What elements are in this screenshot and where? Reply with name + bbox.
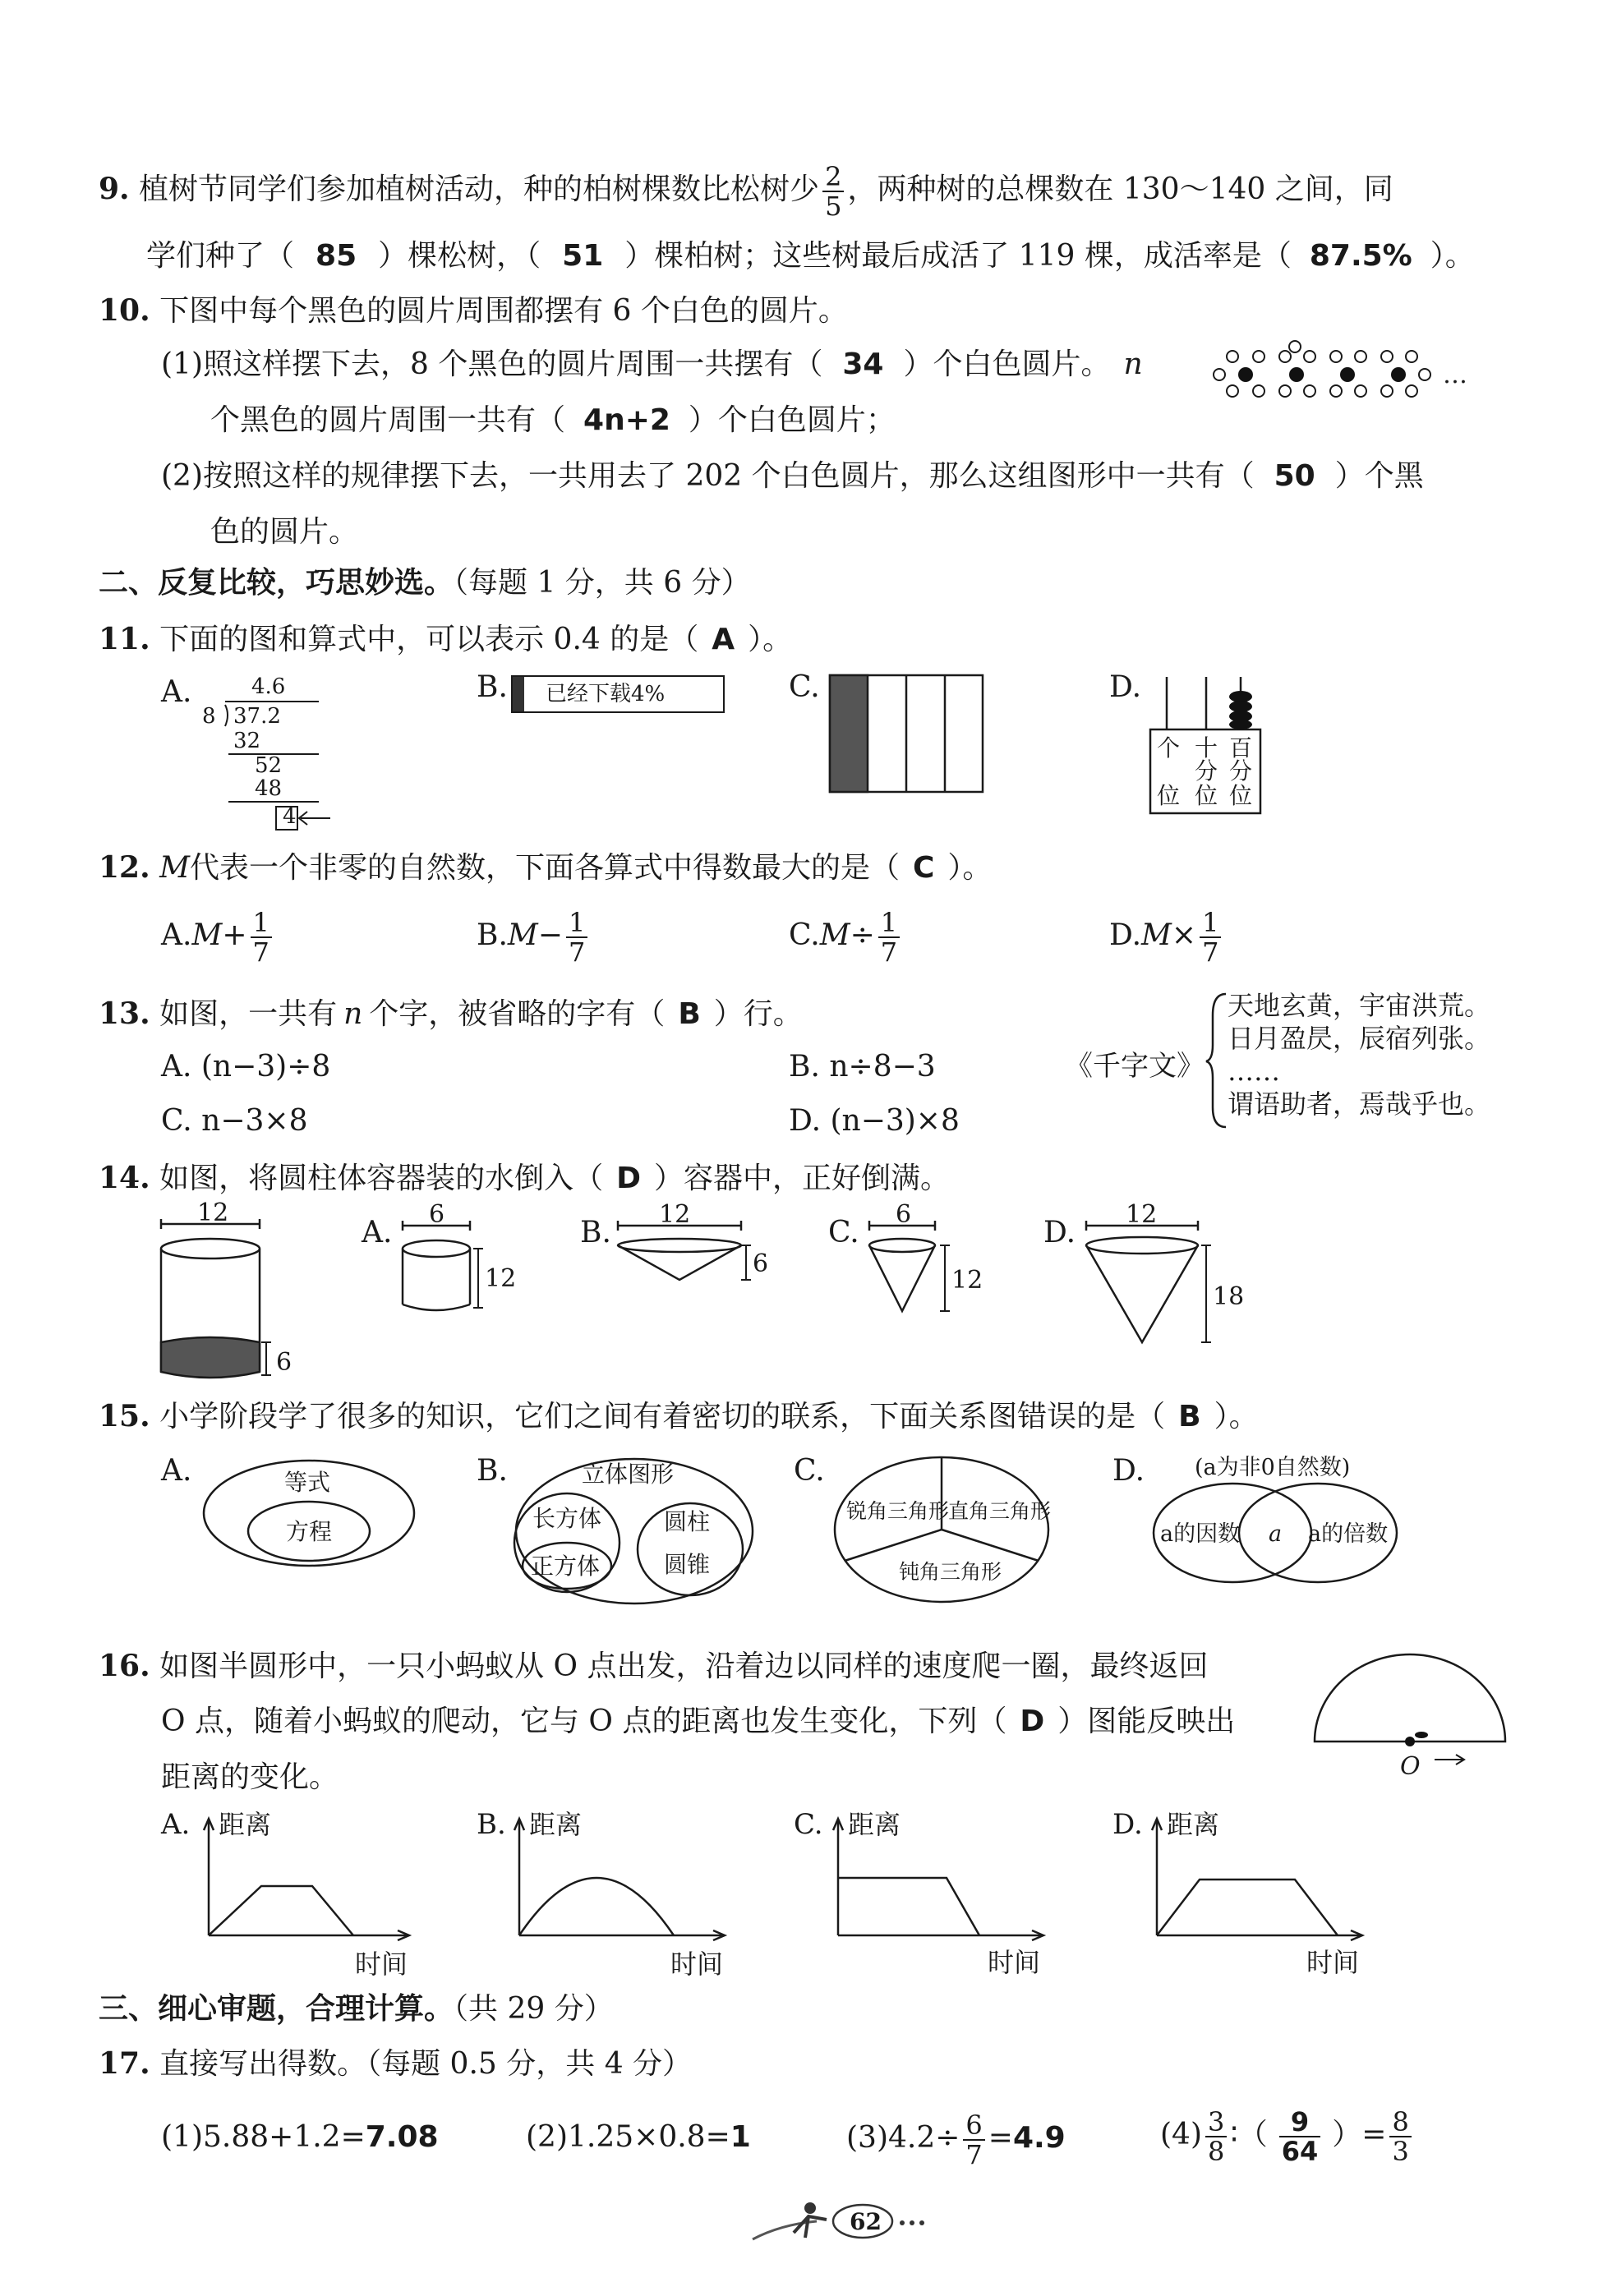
set-note: (a为非0自然数) <box>1195 1455 1351 1480</box>
set-label: 长方体 <box>532 1505 602 1532</box>
q12-option-d <box>1109 909 1224 966</box>
option-label: C. <box>794 1808 823 1841</box>
q10-text: ）个白色圆片。 <box>903 347 1111 381</box>
y-axis-label: 距离 <box>529 1809 583 1840</box>
option-label: D. <box>1109 918 1142 952</box>
expression: (3)4.2÷ <box>846 2121 960 2155</box>
abacus-tenths-label: 分 <box>1195 757 1218 785</box>
abacus-tenths-label: 十 <box>1195 734 1218 761</box>
main-cylinder <box>156 1199 293 1392</box>
question-number: 12. <box>99 850 150 885</box>
variable-m: M <box>159 851 190 885</box>
x-axis-label: 时间 <box>670 1949 724 1980</box>
q9-text: 学们种了（ <box>146 239 295 273</box>
q16-line3 <box>161 1760 339 1796</box>
option-label: D. <box>1109 670 1142 704</box>
option-label: B. <box>477 1808 506 1841</box>
venn-a <box>200 1456 422 1571</box>
q15-text: ）。 <box>1214 1400 1259 1433</box>
frac-den: 7 <box>880 936 898 968</box>
point-o-label: O <box>1400 1752 1421 1781</box>
option-label: C. <box>794 1454 825 1488</box>
point-o <box>1405 1737 1415 1746</box>
option-label: C. <box>789 670 820 704</box>
option-label: C. <box>828 1216 859 1249</box>
dim-label: 6 <box>753 1249 769 1278</box>
runner-body-icon <box>794 2216 827 2238</box>
frac-den: 64 <box>1281 2136 1319 2167</box>
graph-d <box>1112 1804 1375 1985</box>
q13-stem <box>99 996 803 1033</box>
div-step: 32 <box>233 729 261 753</box>
q9-line1 <box>99 163 1393 220</box>
q9-text: ）棵柏树；这些树最后成活了 119 棵，成活率是（ <box>624 239 1292 273</box>
variable-m: M <box>1141 918 1172 952</box>
q11-text: 下面的图和算式中，可以表示 0.4 的是（ <box>159 623 699 656</box>
expression: ）= <box>1332 2118 1387 2151</box>
dim-label: 6 <box>896 1200 912 1229</box>
expression: (4) <box>1160 2118 1202 2151</box>
option-label: D. <box>1043 1216 1076 1249</box>
set-label: 等式 <box>284 1469 331 1496</box>
answer-fraction <box>1279 2108 1321 2165</box>
q10-text: 下图中每个黑色的圆片周围都摆有 6 个白色的圆片。 <box>159 294 848 328</box>
q16-text: 如图半圆形中，一只小蚂蚁从 O 点出发，沿着边以同样的速度爬一圈，最终返回 <box>159 1650 1209 1683</box>
question-number: 14. <box>99 1161 150 1195</box>
frac-den: 5 <box>825 191 842 222</box>
fraction <box>1200 909 1221 966</box>
dim-label: 12 <box>659 1200 691 1229</box>
expression: = <box>988 2121 1013 2155</box>
variable-n: n <box>343 997 363 1031</box>
graph-c <box>794 1804 1057 1985</box>
div-divisor: 8 <box>202 704 216 729</box>
answer: 4.9 <box>1012 2121 1066 2155</box>
answer: 50 <box>1274 459 1315 493</box>
fraction <box>1205 2108 1227 2165</box>
variable-m: M <box>819 918 850 952</box>
graph-a <box>161 1804 424 1985</box>
q10-text: 个黑色的圆片周围一共有（ <box>210 403 566 437</box>
abacus-ones-label: 个 <box>1157 734 1181 761</box>
answer: 7.08 <box>365 2120 439 2154</box>
poem-line: 天地玄黄，宇宙洪荒。 <box>1228 990 1491 1021</box>
frac-num: 2 <box>822 163 844 192</box>
progress-fill <box>513 677 524 711</box>
poem-line: 日月盈昃，辰宿列张。 <box>1228 1023 1491 1054</box>
q14-stem <box>99 1160 950 1197</box>
option-d-cone <box>1083 1200 1247 1360</box>
option-label: A. <box>362 1216 393 1249</box>
frac-num: 8 <box>1389 2108 1411 2137</box>
dim-label: 12 <box>951 1266 983 1295</box>
book-title: 《千字文》 <box>1065 1050 1205 1083</box>
frac-num: 3 <box>1205 2108 1227 2137</box>
option-label: A. <box>161 675 192 709</box>
q10-p2 <box>161 458 1424 495</box>
answer: B <box>678 997 701 1031</box>
q17-score: （每题 0.5 分，共 4 分） <box>366 2047 693 2081</box>
q13-option-d: D. (n−3)×8 <box>789 1104 960 1138</box>
q11-stem <box>99 621 792 658</box>
q10-text: 色的圆片。 <box>210 515 359 549</box>
page-footer <box>748 2192 945 2257</box>
dim-label: 12 <box>197 1199 229 1227</box>
venn-b <box>511 1452 774 1608</box>
div-step: 48 <box>255 776 283 801</box>
q16-text: 距离的变化。 <box>161 1760 339 1794</box>
section-score: （每题 1 分，共 6 分） <box>454 566 751 600</box>
abacus-hundredths-label: 百 <box>1229 734 1253 761</box>
frac-num: 1 <box>1200 909 1221 938</box>
q9-text: ）。 <box>1430 239 1475 273</box>
frac-num: 9 <box>1279 2108 1321 2137</box>
section-2-heading <box>99 565 751 601</box>
q10-text: (2)按照这样的规律摆下去，一共用去了 202 个白色圆片，那么这组图形中一共有（ <box>161 459 1255 493</box>
abacus-hundredths-label: 分 <box>1229 757 1253 785</box>
y-axis-label: 距离 <box>1167 1809 1220 1840</box>
frac-num: 1 <box>878 909 900 938</box>
section-score: （共 29 分） <box>454 1992 614 2026</box>
fraction <box>963 2111 984 2169</box>
question-number: 11. <box>99 622 150 656</box>
expression: (1)5.88+1.2= <box>161 2120 366 2154</box>
variable-n: n <box>1123 347 1143 381</box>
option-c-cone <box>864 1200 996 1336</box>
fraction <box>251 909 272 966</box>
q9-line2 <box>146 238 1475 274</box>
answer: 34 <box>842 347 884 381</box>
option-label: C. <box>789 918 820 952</box>
q17-text: 直接写出得数。 <box>159 2047 367 2081</box>
frac-num: 6 <box>963 2111 984 2141</box>
variable-m: M <box>191 918 223 952</box>
q10-stem <box>99 292 848 329</box>
poem-line: …… <box>1228 1056 1280 1087</box>
option-a-cylinder <box>399 1200 531 1327</box>
set-label: a的倍数 <box>1308 1521 1389 1547</box>
dim-label: 12 <box>1126 1200 1158 1229</box>
answer: 51 <box>562 239 604 273</box>
frac-num: 1 <box>566 909 587 938</box>
ant-icon <box>1415 1732 1428 1738</box>
q12-option-c <box>789 909 903 966</box>
frac-den: 8 <box>1208 2136 1225 2167</box>
div-dividend: 37.2 <box>233 704 281 729</box>
div-quotient: 4.6 <box>251 674 286 699</box>
q13-text: ）行。 <box>713 997 803 1031</box>
answer: 87.5% <box>1309 239 1412 273</box>
option-label: B. <box>477 918 508 952</box>
question-number: 13. <box>99 996 150 1031</box>
frac-den: 7 <box>252 936 269 968</box>
q17-item-1 <box>161 2119 439 2156</box>
abacus-hundredths-label: 位 <box>1229 782 1253 809</box>
y-axis-label: 距离 <box>848 1809 901 1840</box>
dim-label: 6 <box>276 1348 293 1377</box>
operator: ÷ <box>850 918 875 952</box>
fraction <box>878 909 900 966</box>
q16-line2 <box>161 1704 1235 1740</box>
set-label: 正方体 <box>531 1553 601 1580</box>
dim-label: 18 <box>1213 1282 1245 1311</box>
q12-option-b <box>477 909 591 966</box>
q15-text: 小学阶段学了很多的知识，它们之间有着密切的联系，下面关系图错误的是（ <box>159 1400 1166 1433</box>
frac-den: 7 <box>1202 936 1219 968</box>
question-number: 16. <box>99 1649 150 1683</box>
q13-option-a: A. (n−3)÷8 <box>161 1050 331 1084</box>
q10-p1-cont <box>210 403 896 439</box>
section-title: 三、细心审题，合理计算。 <box>99 1992 454 2026</box>
option-label: D. <box>1112 1454 1145 1488</box>
q13-option-c: C. n−3×8 <box>161 1104 308 1138</box>
frac-num: 1 <box>251 909 272 938</box>
runner-head-icon <box>804 2202 816 2214</box>
q12-text: 代表一个非零的自然数，下面各算式中得数最大的是（ <box>189 851 900 885</box>
q10-text: ）个黑 <box>1334 459 1424 493</box>
expression: (2)1.25×0.8= <box>526 2120 730 2154</box>
circle-pattern <box>1219 340 1466 422</box>
q16-text: O 点，随着小蚂蚁的爬动，它与 O 点的距离也发生变化，下列（ <box>161 1705 1007 1738</box>
section-title: 二、反复比较，巧思妙选。 <box>99 566 454 600</box>
q9-text: 植树节同学们参加植树活动，种的柏树棵数比松树少 <box>139 173 820 206</box>
x-axis-label: 时间 <box>1306 1947 1360 1978</box>
option-label: A. <box>161 1454 192 1488</box>
q11-text: ）。 <box>748 623 793 656</box>
div-step: 52 <box>255 753 283 778</box>
expression: ∶（ <box>1230 2118 1268 2151</box>
option-label: A. <box>161 918 192 952</box>
q13-text: 个字，被省略的字有（ <box>369 997 666 1031</box>
q16-line1 <box>99 1648 1209 1685</box>
fraction-rectangle <box>830 675 986 795</box>
q17-item-4 <box>1160 2108 1415 2165</box>
q12-option-a <box>161 909 275 966</box>
q9-text: ）棵松树，（ <box>378 239 541 273</box>
abacus-tenths-label: 位 <box>1195 782 1218 809</box>
option-label: B. <box>477 670 508 704</box>
q15-stem <box>99 1398 1259 1435</box>
x-axis-label: 时间 <box>355 1949 408 1980</box>
fraction <box>566 909 587 966</box>
q9-text: ，两种树的总棵数在 130～140 之间，同 <box>847 173 1393 206</box>
semicircle-figure <box>1311 1651 1509 1783</box>
answer: D <box>616 1162 641 1195</box>
dim-label: 6 <box>429 1200 445 1229</box>
x-axis-label: 时间 <box>988 1947 1041 1978</box>
frac-den: 7 <box>568 936 586 968</box>
abacus-ones-label: 位 <box>1157 782 1181 809</box>
section-3-heading <box>99 1991 614 2027</box>
pie-c <box>831 1452 1053 1608</box>
div-remainder: 4 <box>283 804 297 829</box>
question-number: 10. <box>99 293 150 328</box>
fraction <box>1389 2108 1411 2165</box>
brace <box>1205 991 1229 1130</box>
set-label: 圆锥 <box>664 1551 711 1578</box>
graph-b <box>477 1804 739 1985</box>
page-number: 62 <box>850 2208 882 2235</box>
answer: D <box>1020 1705 1045 1738</box>
set-label: 方程 <box>286 1518 333 1545</box>
q17-item-2 <box>526 2119 751 2156</box>
q14-text: 如图，将圆柱体容器装的水倒入（ <box>159 1162 604 1195</box>
operator: × <box>1171 918 1197 952</box>
q10-p2-cont <box>210 514 358 550</box>
q16-text: ）图能反映出 <box>1057 1705 1236 1738</box>
sector-label: 直角三角形 <box>948 1499 1052 1523</box>
venn-d <box>1150 1479 1413 1594</box>
variable-m: M <box>507 918 538 952</box>
frac-den: 3 <box>1392 2136 1409 2167</box>
poem-line: 谓语助者，焉哉乎也。 <box>1228 1088 1491 1120</box>
answer: A <box>712 623 735 656</box>
answer: 4n+2 <box>583 403 670 437</box>
q17-stem <box>99 2045 692 2082</box>
set-label: a的因数 <box>1160 1521 1241 1547</box>
set-label: a <box>1269 1521 1283 1547</box>
set-label: 圆柱 <box>664 1508 711 1535</box>
q14-text: ）容器中，正好倒满。 <box>654 1162 951 1195</box>
y-axis-label: 距离 <box>219 1809 272 1840</box>
option-label: A. <box>161 1808 191 1841</box>
q10-p1 <box>161 347 1143 383</box>
question-number: 17. <box>99 2046 150 2081</box>
long-division-figure <box>197 672 345 836</box>
operator: + <box>222 918 247 952</box>
dim-label: 12 <box>485 1264 517 1293</box>
question-number: 15. <box>99 1399 150 1433</box>
option-label: D. <box>1112 1808 1143 1841</box>
q12-text: ）。 <box>947 851 993 885</box>
answer: 85 <box>316 239 357 273</box>
q10-text: ）个白色圆片； <box>688 403 896 437</box>
abacus-figure <box>1150 672 1265 820</box>
frac-den: 7 <box>965 2139 983 2170</box>
option-label: B. <box>477 1454 508 1488</box>
q10-text: (1)照这样摆下去，8 个黑色的圆片周围一共摆有（ <box>161 347 823 381</box>
operator: − <box>537 918 563 952</box>
question-number: 9. <box>99 172 130 206</box>
download-progress-bar <box>511 675 725 713</box>
q13-text: 如图，一共有 <box>159 997 338 1031</box>
answer: B <box>1178 1400 1201 1433</box>
option-label: B. <box>580 1216 611 1249</box>
sector-label: 锐角三角形 <box>846 1499 950 1523</box>
ellipsis: … <box>1443 361 1467 389</box>
sector-label: 钝角三角形 <box>899 1560 1002 1584</box>
q12-stem <box>99 849 992 886</box>
poem <box>1228 989 1490 1120</box>
answer: C <box>912 851 935 885</box>
q17-item-3 <box>846 2111 1066 2169</box>
answer: 1 <box>730 2120 751 2154</box>
fraction <box>822 163 844 220</box>
option-b-cone <box>615 1200 779 1303</box>
set-label: 立体图形 <box>582 1461 675 1488</box>
q13-option-b: B. n÷8−3 <box>789 1050 936 1084</box>
download-label: 已经下载4% <box>546 682 666 706</box>
